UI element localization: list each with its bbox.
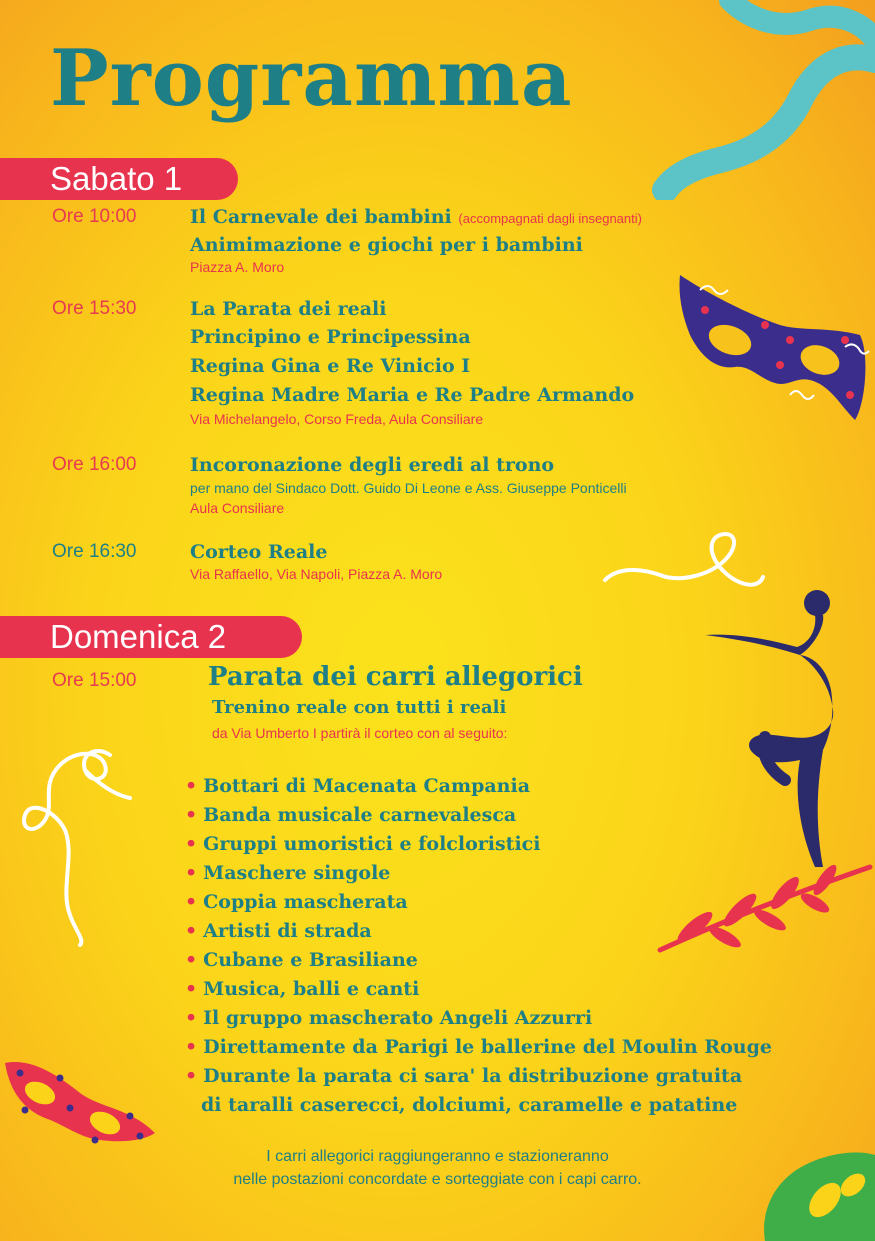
event-title: Parata dei carri allegorici <box>208 662 583 692</box>
bullet-icon: • <box>185 1036 198 1058</box>
event-place: Via Michelangelo, Corso Freda, Aula Consiliare <box>190 411 484 427</box>
event-place: Piazza A. Moro <box>190 259 285 275</box>
list-item <box>185 917 772 946</box>
event-line: Regina Madre Maria e Re Padre Armando <box>190 384 635 406</box>
event-title: Corteo Reale <box>190 541 328 563</box>
list-item <box>185 1062 772 1091</box>
footer-line: nelle postazioni concordate e sorteggiate con i capi carro. <box>233 1171 642 1188</box>
bullet-icon: • <box>185 891 198 913</box>
list-item <box>185 859 772 888</box>
bullet-icon: • <box>185 775 198 797</box>
event-title: La Parata dei reali <box>190 298 387 320</box>
event-title-text: Il Carnevale dei bambini <box>190 206 452 228</box>
bullet-icon: • <box>185 978 198 1000</box>
white-swirl-left-decoration <box>15 740 135 950</box>
footer-line: I carri allegorici raggiungeranno e stazioneranno <box>266 1148 609 1165</box>
teal-ribbon-decoration <box>600 0 875 200</box>
event-line: Regina Gina e Re Vinicio I <box>190 355 471 377</box>
list-item-label: Bottari di Macenata Campania <box>203 775 531 797</box>
bullet-icon: • <box>185 1065 198 1087</box>
bullet-icon: • <box>185 833 198 855</box>
parade-list <box>185 772 772 1120</box>
event-place: Via Raffaello, Via Napoli, Piazza A. Moro <box>190 566 443 582</box>
list-item <box>185 1033 772 1062</box>
day-tab-sunday: Domenica 2 <box>0 616 302 658</box>
list-item-label: Gruppi umoristici e folcloristici <box>203 833 541 855</box>
event-title <box>190 206 642 228</box>
event-title: Incoronazione degli eredi al trono <box>190 454 555 476</box>
bullet-icon: • <box>185 920 198 942</box>
list-item <box>185 975 772 1004</box>
list-item <box>185 772 772 801</box>
bullet-icon: • <box>185 862 198 884</box>
purple-mask-icon <box>670 255 875 425</box>
event-line: Principino e Principessina <box>190 326 471 348</box>
bullet-icon: • <box>185 949 198 971</box>
list-item-label: Musica, balli e canti <box>203 978 420 1000</box>
list-item-label: Il gruppo mascherato Angeli Azzurri <box>203 1007 593 1029</box>
event-detail: per mano del Sindaco Dott. Guido Di Leone e Ass. Giuseppe Ponticelli <box>190 480 627 496</box>
event-place: Aula Consiliare <box>190 500 285 516</box>
list-item-label: Artisti di strada <box>203 920 372 942</box>
list-item <box>185 830 772 859</box>
list-item-label: Maschere singole <box>203 862 391 884</box>
list-item <box>185 946 772 975</box>
time-label: Ore 15:30 <box>52 298 137 319</box>
red-mask-icon <box>0 1048 160 1148</box>
list-item-label: di taralli casereccі, dolciumi, caramelle e patatine <box>201 1094 738 1116</box>
list-item-label: Banda musicale carnevalesca <box>203 804 517 826</box>
list-item <box>185 888 772 917</box>
bullet-icon: • <box>185 804 198 826</box>
list-item-label: Coppia mascherata <box>203 891 408 913</box>
event-note: (accompagnati dagli insegnanti) <box>458 211 642 226</box>
list-item-continuation <box>185 1091 772 1120</box>
time-label: Ore 16:00 <box>52 454 137 475</box>
page-title: Programma <box>50 33 573 124</box>
time-label: Ore 10:00 <box>52 206 137 227</box>
event-line: Animimazione e giochi per i bambini <box>190 234 583 256</box>
day-tab-saturday: Sabato 1 <box>0 158 238 200</box>
list-item <box>185 801 772 830</box>
list-item-label: Direttamente da Parigi le ballerine del Moulin Rouge <box>203 1036 772 1058</box>
bullet-icon: • <box>185 1007 198 1029</box>
time-label: Ore 16:30 <box>52 541 137 562</box>
list-item <box>185 1004 772 1033</box>
event-note: da Via Umberto I partirà il corteo con al seguito: <box>212 725 508 741</box>
event-subtitle: Trenino reale con tutti i reali <box>212 697 507 718</box>
list-item-label: Cubane e Brasiliane <box>203 949 418 971</box>
time-label: Ore 15:00 <box>52 670 137 691</box>
list-item-label: Durante la parata ci sara' la distribuzione gratuita <box>203 1065 743 1087</box>
